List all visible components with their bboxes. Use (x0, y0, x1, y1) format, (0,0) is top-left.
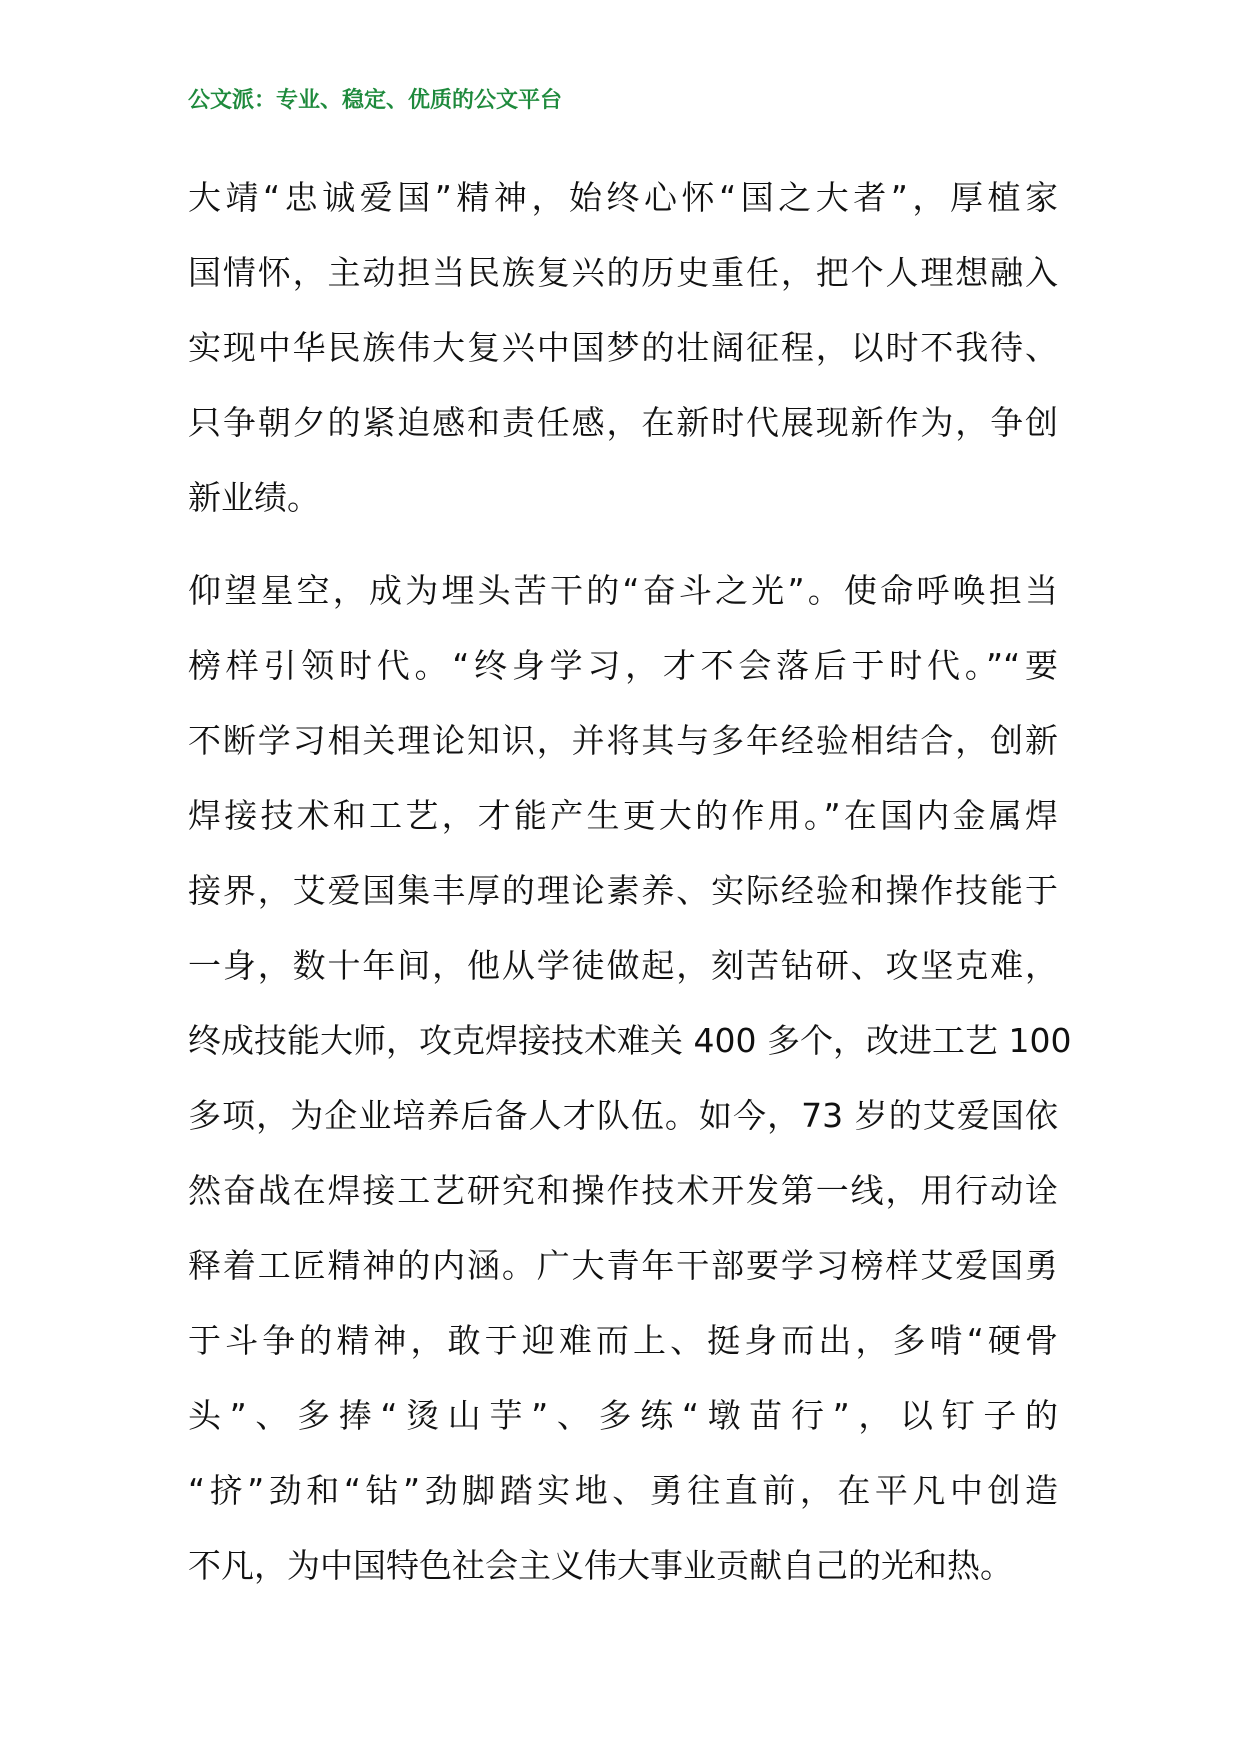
text-line: 释着工匠精神的内涵。广大青年干部要学习榜样艾爱国勇 (188, 1246, 1058, 1285)
text-line: 接界，艾爱国集丰厚的理论素养、实际经验和操作技能于 (188, 871, 1058, 910)
text-line: 不断学习相关理论知识，并将其与多年经验相结合，创新 (188, 721, 1058, 760)
text-line: 一身，数十年间，他从学徒做起，刻苦钻研、攻坚克难， (188, 946, 1058, 985)
text-line: 新业绩。 (188, 478, 320, 517)
text-line: 终成技能大师，攻克焊接技术难关 400 多个，改进工艺 100 (188, 1021, 1072, 1060)
paragraph-2 (188, 553, 1072, 1603)
text-line: “挤”劲和“钻”劲脚踏实地、勇往直前，在平凡中创造 (188, 1471, 1058, 1510)
text-line: 多项，为企业培养后备人才队伍。如今，73 岁的艾爱国依 (188, 1096, 1058, 1135)
document-body (188, 160, 1072, 1603)
text-line: 实现中华民族伟大复兴中国梦的壮阔征程，以时不我待、 (188, 328, 1058, 367)
text-line: 榜样引领时代。“终身学习，才不会落后于时代。”“要 (188, 646, 1058, 685)
text-line: 大靖“忠诚爱国”精神，始终心怀“国之大者”，厚植家 (188, 178, 1058, 217)
paragraph-gap (188, 535, 1058, 553)
text-line: 仰望星空，成为埋头苦干的“奋斗之光”。使命呼唤担当 (188, 571, 1058, 610)
text-line: 于斗争的精神，敢于迎难而上、挺身而出，多啃“硬骨 (188, 1321, 1058, 1360)
text-line: 只争朝夕的紧迫感和责任感，在新时代展现新作为，争创 (188, 403, 1058, 442)
text-line: 然奋战在焊接工艺研究和操作技术开发第一线，用行动诠 (188, 1171, 1058, 1210)
text-line: 不凡，为中国特色社会主义伟大事业贡献自己的光和热。 (188, 1546, 1013, 1585)
text-line: 焊接技术和工艺，才能产生更大的作用。”在国内金属焊 (188, 796, 1058, 835)
text-line: 头”、多捧“烫山芋”、多练“墩苗行”，以钉子的 (188, 1396, 1058, 1435)
paragraph-1 (188, 160, 1058, 535)
text-line: 国情怀，主动担当民族复兴的历史重任，把个人理想融入 (188, 253, 1058, 292)
page-header: 公文派：专业、稳定、优质的公文平台 (188, 88, 563, 113)
